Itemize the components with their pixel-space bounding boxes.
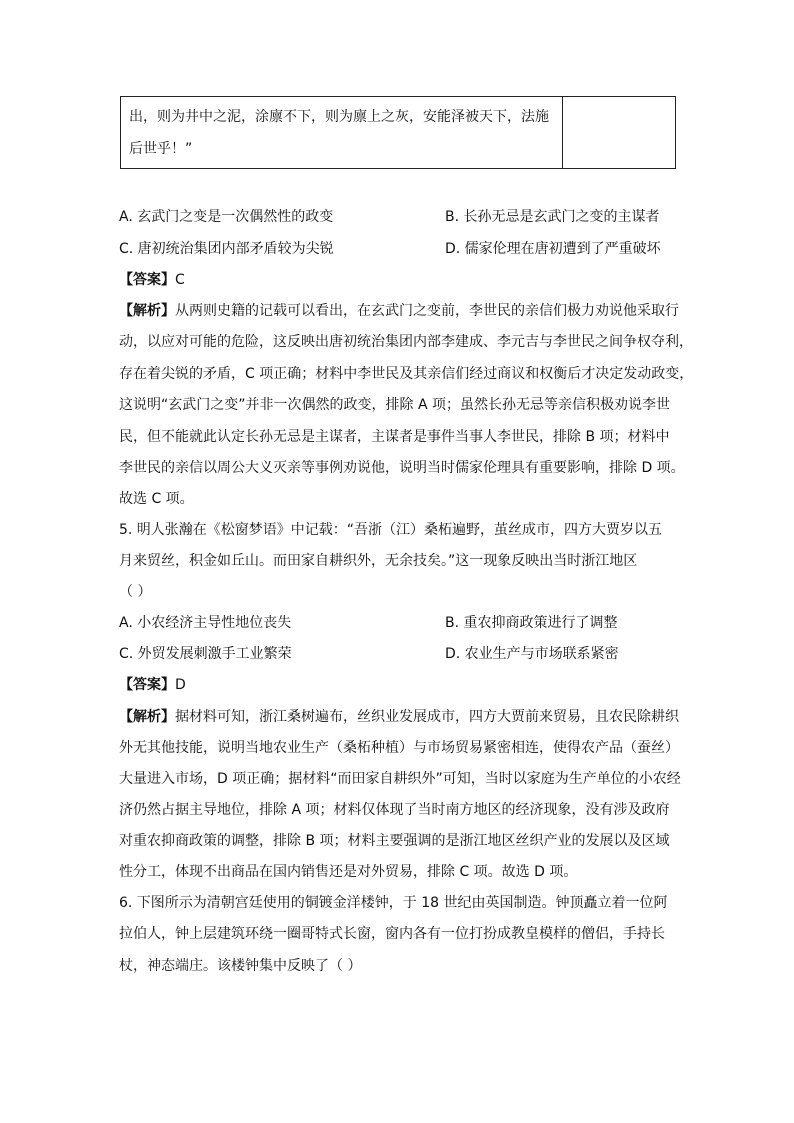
q5-stem-line: 5. 明人张瀚在《松窗梦语》中记载：“吾浙（江）桑柘遍野，茧丝成市，四方大贾岁以五 [119, 522, 663, 538]
q5-analysis-line: 对重农抑商政策的调整，排除 B 项；材料主要强调的是浙江地区丝织产业的发展以及区域 [119, 833, 670, 849]
table-divider [562, 97, 563, 168]
q4-analysis-line: 故选 C 项。 [119, 491, 194, 507]
q4-analysis-line [119, 302, 679, 320]
q6-stem-line: 杖，神态端庄。该楼钟集中反映了（ ） [119, 958, 362, 974]
q5-option-a: A. 小农经济主导性地位丧失 [119, 615, 292, 631]
q6-stem-line: 拉伯人，钟上层建筑环绕一圈哥特式长窗，窗内各有一位打扮成教皇模样的僧侣，手持长 [119, 926, 665, 942]
q5-option-d: D. 农业生产与市场联系紧密 [445, 646, 619, 662]
q5-stem-line: （ ） [119, 584, 152, 600]
q4-analysis-line: 李世民的亲信以周公大义灭亲等事例劝说他，说明当时儒家伦理具有重要影响，排除 D 项。 [119, 460, 685, 476]
quote-table [120, 96, 676, 169]
q5-option-c: C. 外贸发展刺激手工业繁荣 [119, 646, 292, 662]
q6-stem-line: 6. 下图所示为清朝宫廷使用的铜镀金洋楼钟，于 18 世纪由英国制造。钟顶矗立着一位阿 [119, 895, 668, 911]
q4-analysis-line: 存在着尖锐的矛盾，C 项正确；材料中李世民及其亲信们经过商议和权衡后才决定发动政变， [119, 366, 694, 382]
q5-option-b: B. 重农抑商政策进行了调整 [445, 615, 618, 631]
answer-value: D [175, 677, 186, 693]
q4-analysis-line: 动，以应对可能的危险，这反映出唐初统治集团内部李建成、李元吉与李世民之间争权夺利， [119, 334, 693, 350]
q5-analysis-line: 外无其他技能，说明当地农业生产（桑柘种植）与市场贸易紧密相连，使得农产品（蚕丝） [119, 740, 679, 756]
q5-analysis-line [119, 708, 679, 726]
analysis-text: 从两则史籍的记载可以看出，在玄武门之变前，李世民的亲信们极力劝说他采取行 [175, 303, 679, 319]
q4-answer [119, 271, 185, 289]
q5-answer [119, 676, 186, 694]
analysis-label: 【解析】 [119, 303, 175, 319]
answer-label: 【答案】 [119, 677, 175, 693]
q5-analysis-line: 大量进入市场，D 项正确；据材料“而田家自耕织外”可知，当时以家庭为生产单位的小农经 [119, 771, 681, 787]
table-text-line: 后世乎！” [129, 141, 193, 157]
table-text-line: 出，则为井中之泥，涂廪不下，则为廪上之灰，安能泽被天下，法施 [129, 109, 549, 125]
q4-analysis-line: 民，但不能就此认定长孙无忌是主谋者，主谋者是事件当事人李世民，排除 B 项；材料中 [119, 429, 670, 445]
analysis-label: 【解析】 [119, 709, 175, 725]
analysis-text: 据材料可知，浙江桑树遍布，丝织业发展成市，四方大贾前来贸易，且农民除耕织 [175, 709, 679, 725]
q4-option-a: A. 玄武门之变是一次偶然性的政变 [119, 209, 334, 225]
q5-analysis-line: 性分工，体现不出商品在国内销售还是对外贸易，排除 C 项。故选 D 项。 [119, 864, 578, 880]
q5-analysis-line: 济仍然占据主导地位，排除 A 项；材料仅体现了当时南方地区的经济现象，没有涉及政府 [119, 802, 670, 818]
answer-label: 【答案】 [119, 272, 175, 288]
answer-value: C [175, 272, 185, 288]
q4-option-c: C. 唐初统治集团内部矛盾较为尖锐 [119, 241, 334, 257]
q4-option-d: D. 儒家伦理在唐初遭到了严重破坏 [445, 241, 661, 257]
q4-analysis-line: 这说明“玄武门之变”并非一次偶然的政变，排除 A 项；虽然长孙无忌等亲信积极劝说李世 [119, 397, 670, 413]
q4-option-b: B. 长孙无忌是玄武门之变的主谋者 [445, 209, 660, 225]
q5-stem-line: 月来贸丝，积金如丘山。而田家自耕织外，无余技矣。”这一现象反映出当时浙江地区 [119, 553, 638, 569]
